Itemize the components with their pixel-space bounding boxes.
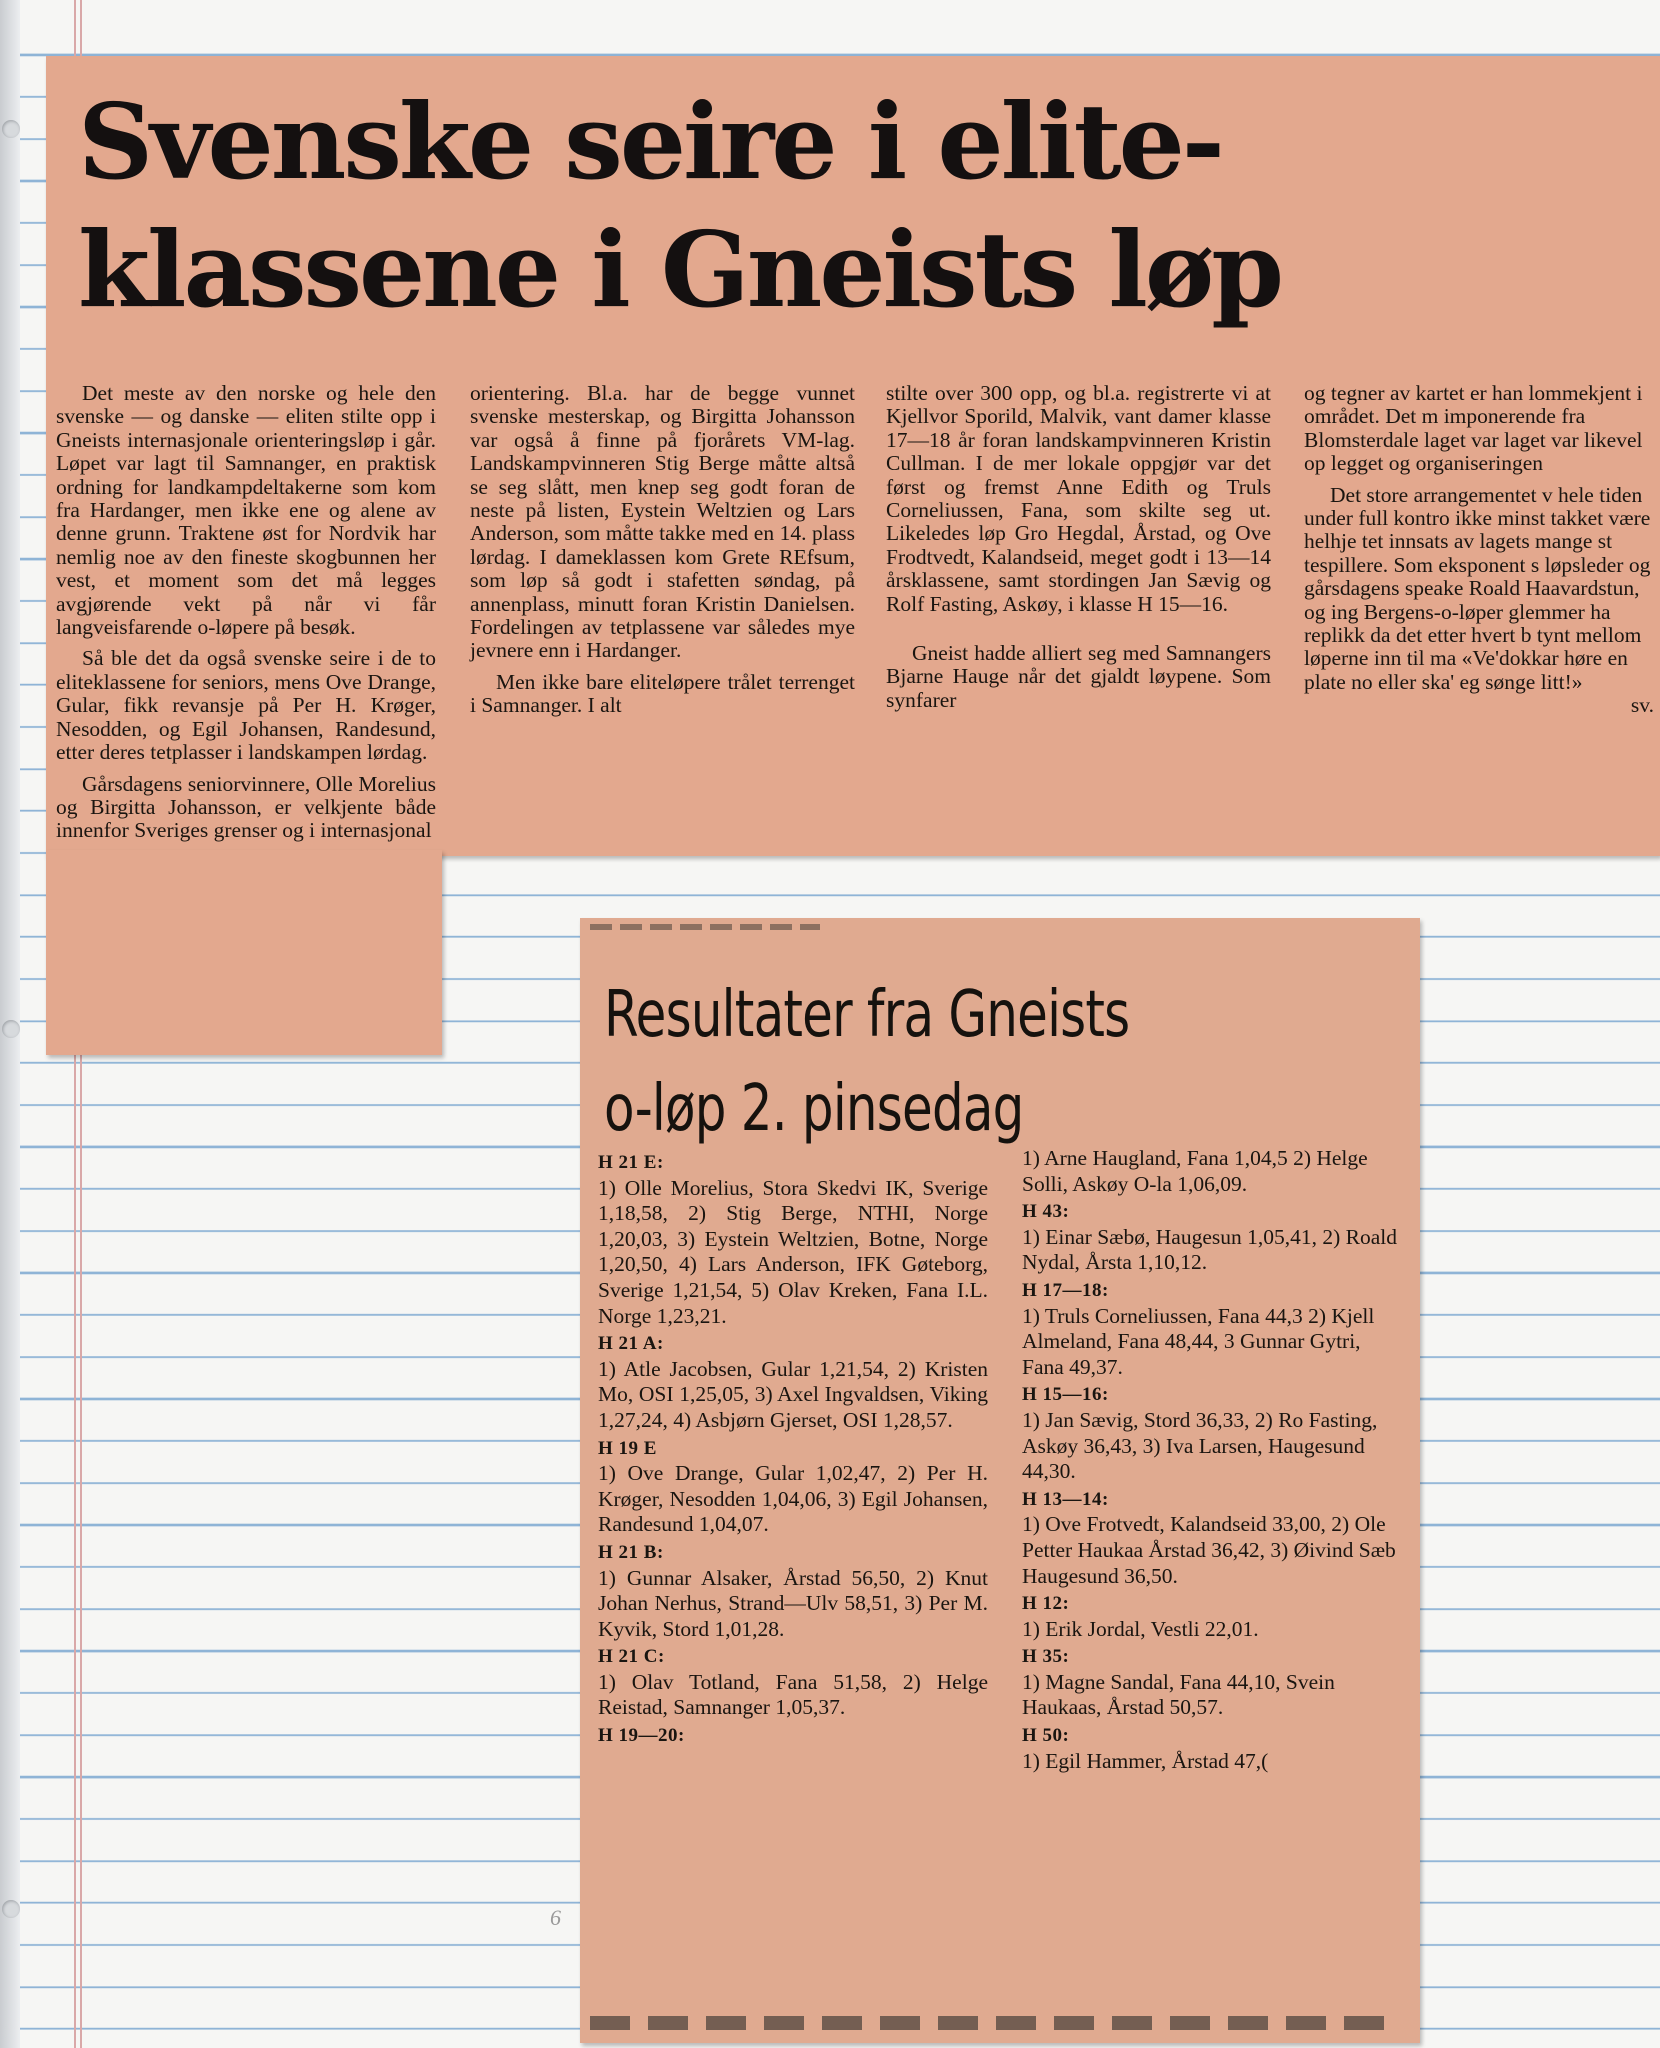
result-section [1022,1723,1407,1774]
pencil-note: 6 [550,1905,561,1930]
headline-line-2: klassene i Gneists løp [78,208,1281,331]
result-section [598,1723,988,1749]
paragraph: Gneist hadde alliert seg med Samnangers Bjarne Hauge når det gjaldt løypene. Som synfarer [886,641,1271,712]
result-section [1022,1591,1407,1642]
result-section [1022,1382,1407,1484]
paragraph: orientering. Bl.a. har de begge vunnet svenske mesterskap, og Birgitta Johansson var også å finne på fjorårets VM-lag. Landskampvinneren Stig Berge måtte altså se seg slått, men knep seg godt foran de neste på listen, Eystein Weltzien og Lars Anderson, som måtte takke med en 14. plass lørdag. I dameklassen kom Grete REfsum, som løp så godt i stafetten søndag, på annenplass, minutt foran Kristin Danielsen. Fordelingen av tetplassene var således mye jevnere enn i Hardanger. [470,381,855,663]
class-heading: H 21 A: [598,1333,664,1355]
class-results: 1) Jan Sævig, Stord 36,33, 2) Ro Fasting, Askøy 36,43, 3) Iva Larsen, Haugesund 44,30. [1022,1407,1378,1484]
article-column-2 [470,382,855,718]
byline: sv. [1630,693,1654,718]
class-results: 1) Olav Totland, Fana 51,58, 2) Helge Reistad, Samnanger 1,05,37. [598,1669,988,1720]
class-heading: H 21 B: [598,1541,664,1563]
class-heading: H 35: [1022,1646,1070,1668]
class-heading: H 15—16: [1022,1384,1109,1406]
class-heading: H 19—20: [598,1725,685,1747]
paragraph: og tegner av kartet er han lommekjent i området. Det m imponerende fra Blomsterdale laget var laget var likevel op legget og organiseringen [1304,381,1643,476]
paragraph: stilte over 300 opp, og bl.a. registrerte vi at Kjellvor Sporild, Malvik, vant damer klasse 17—18 år foran landskampvinneren Kristin Cullman. I de mer lokale oppgjør var det først og fremst Anne Edith og Truls Corneliussen, Fana, som skilte seg ut. Likeledes løp Gro Hegdal, Årstad, og Ove Frodtvedt, Kalandseid, meget godt i 13—14 årsklassene, samt stordingen Jan Sævig og Rolf Fasting, Askøy, i klasse H 15—16. [886,381,1271,616]
class-results: 1) Gunnar Alsaker, Årstad 56,50, 2) Knut Johan Nerhus, Strand—Ulv 58,51, 3) Per M. Kyvik, Stord 1,01,28. [598,1565,988,1641]
class-results: 1) Arne Haugland, Fana 1,04,5 2) Helge Solli, Askøy O-la 1,06,09. [1022,1146,1368,1196]
result-section [1022,1199,1407,1276]
results-title [604,968,1150,1156]
class-heading: H 21 E: [598,1152,664,1173]
result-section [1022,1644,1407,1721]
result-section [598,1436,988,1538]
paragraph: Det store arrangementet v hele tiden under full kontro ikke minst takket være helhje tet innsats av lagets mange st tespillere. Som eksponent s løpsleder og gårsdagens speake Roald Haavardstun, og ing Bergens-o-løper glemmer ha replikk da det etter hvert b tynt mellom løperne inn til ma «Ve'dokkar høre en plate no eller ska' eg sønge litt!» [1304,482,1651,694]
class-results: 1) Atle Jacobsen, Gular 1,21,54, 2) Kristen Mo, OSI 1,25,05, 3) Axel Ingvaldsen, Viking 1,27,24, 4) Asbjørn Gjerset, OSI 1,28,57. [598,1356,988,1432]
class-heading: H 12: [1022,1593,1070,1615]
class-heading: H 19 E [598,1437,657,1459]
paragraph: Det meste av den norske og hele den svenske — og danske — eliten stilte opp i Gneists internasjonale orienteringsløp i går. Løpet var lagt til Samnanger, en praktisk ordning for landkampdeltakerne som kom fra Hardanger, men ikke ene og alene av denne grunn. Traktene øst for Nordvik har nemlig noe av den fineste skogbunnen her vest, et moment som det må legges avgjørende vekt på når vi får langveisfarende o-løpere på besøk. [56,381,436,640]
clipping-rule [590,2016,1390,2030]
class-results: 1) Einar Sæbø, Haugesun 1,05,41, 2) Roald Nydal, Årsta 1,10,12. [1022,1224,1398,1275]
paragraph: Gårsdagens seniorvinnere, Olle Morelius og Birgitta Johansson, er velkjente både innenfor Sveriges grenser og i internasjonal [56,771,436,843]
result-section [598,1331,988,1433]
paragraph: Men ikke bare eliteløpere trålet terrenget i Samnanger. I alt [470,669,855,718]
paragraph: Så ble det da også svenske seire i de to eliteklassene for seniors, mens Ove Drange, Gular, fikk revansje på Per H. Krøger, Nesodden, og Egil Johansen, Randesund, etter deres tetplasser i landskampen lørdag. [56,646,436,765]
punch-hole [2,1020,20,1038]
result-section [598,1150,988,1329]
article-column-1 [56,382,436,843]
class-results: 1) Olle Morelius, Stora Skedvi IK, Sverige 1,18,58, 2) Stig Berge, NTHI, Norge 1,20,03, 3) Eystein Weltzien, Botne, Norge 1,20,50, 4) Lars Anderson, IFK Gøteborg, Sverige 1,21,54, 5) Olav Kreken, Fana I.L. Norge 1,23,21. [598,1175,988,1328]
results-column-left [598,1148,988,1749]
class-heading: H 17—18: [1022,1279,1109,1301]
clipping-rule [590,924,820,930]
class-results: 1) Ove Drange, Gular 1,02,47, 2) Per H. Krøger, Nesodden 1,04,06, 3) Egil Johansen, Randesund 1,04,07. [598,1461,988,1537]
results-title-line-2: o-løp 2. pinsedag [604,1072,1024,1146]
results-title-line-1: Resultater fra Gneists [604,978,1130,1052]
class-heading: H 21 C: [598,1646,665,1668]
class-results: 1) Ove Frotvedt, Kalandseid 33,00, 2) Ole Petter Haukaa Årstad 36,42, 3) Øivind Sæb Haugesund 36,50. [1022,1512,1396,1588]
headline-line-1: Svenske seire i elite- [78,80,1222,203]
article-column-3 [886,382,1271,712]
class-heading: H 50: [1022,1725,1070,1747]
class-heading: H 13—14: [1022,1488,1109,1510]
class-results: 1) Egil Hammer, Årstad 47,( [1022,1748,1269,1773]
punch-hole [2,120,20,138]
article-clipping-tail [46,850,442,1055]
punch-hole [2,1900,20,1918]
result-section [598,1540,988,1642]
result-section [1022,1146,1407,1197]
article-headline [78,78,1638,334]
result-section [598,1644,988,1721]
class-results: 1) Truls Corneliussen, Fana 44,3 2) Kjell Almeland, Fana 48,44, 3 Gunnar Gytri, Fana 49,37. [1022,1303,1375,1379]
class-results: 1) Erik Jordal, Vestli 22,01. [1022,1616,1259,1641]
results-column-right [1022,1144,1407,1774]
result-section [1022,1278,1407,1380]
result-section [1022,1487,1407,1589]
class-heading: H 43: [1022,1201,1070,1223]
class-results: 1) Magne Sandal, Fana 44,10, Svein Haukaas, Årstad 50,57. [1022,1669,1335,1720]
article-column-4 [1304,382,1654,718]
